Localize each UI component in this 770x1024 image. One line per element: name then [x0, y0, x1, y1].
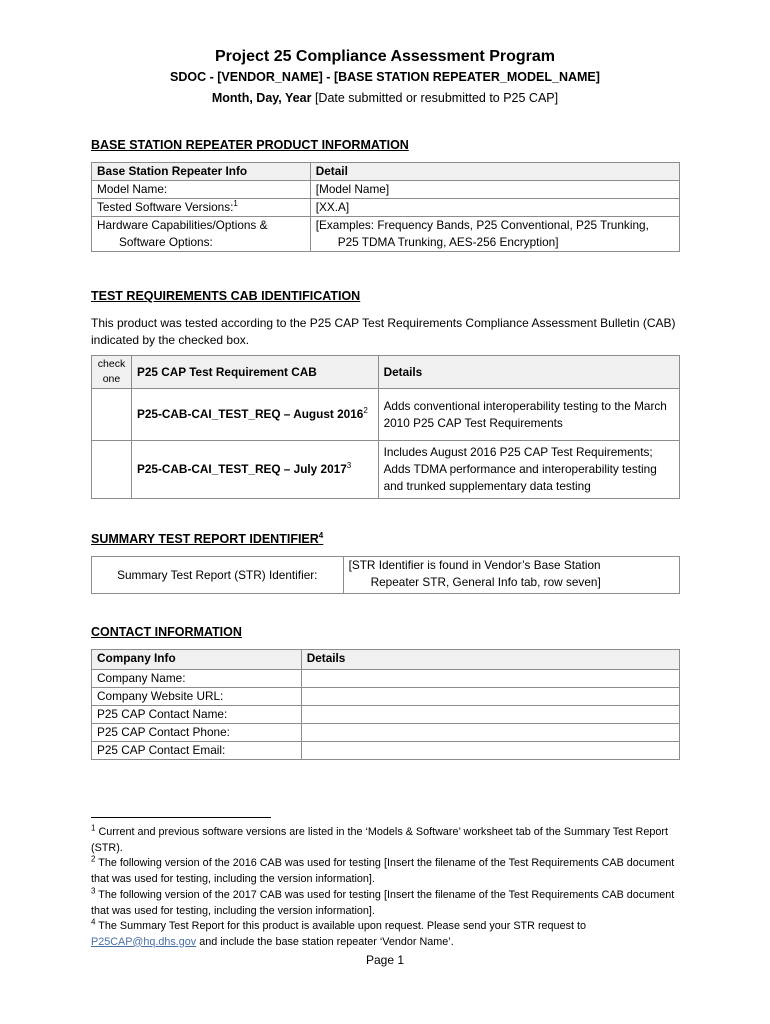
table-header-row [92, 650, 680, 670]
email-link[interactable]: P25CAP@hq.dhs.gov [91, 935, 197, 948]
section-heading-contact: CONTACT INFORMATION [91, 625, 242, 639]
contact-table [91, 649, 680, 760]
row-value[interactable]: [XX.A] [310, 199, 679, 217]
page-number: Page 1 [365, 953, 405, 967]
test-requirements-intro: This product was tested according to the P25 CAP Test Requirements Compliance Assessment Bulletin (CAB) indicated by the checked box. [91, 316, 676, 347]
footnote-ref: 3 [346, 461, 352, 471]
table-row [92, 181, 680, 199]
table-row [92, 724, 680, 742]
cab-name: P25-CAB-CAI_TEST_REQ – July 2017$^3$ [131, 441, 378, 499]
test-requirements-table [91, 355, 680, 499]
row-label: Company Website URL: [92, 688, 302, 706]
row-label: P25 CAP Contact Name: [92, 706, 302, 724]
page-subtitle: SDOC - [VENDOR_NAME] - [BASE STATION REPEATER_MODEL_NAME] [170, 70, 600, 84]
table-row [92, 688, 680, 706]
table-row [92, 389, 680, 441]
company-website-field[interactable] [301, 688, 679, 706]
cab-name: P25-CAB-CAI_TEST_REQ – August 2016$^2$ [131, 389, 378, 441]
date-label: Month, Day, Year [211, 91, 312, 105]
table-row [92, 742, 680, 760]
contact-name-field[interactable] [301, 706, 679, 724]
product-info-table [91, 162, 680, 252]
column-header: Details [301, 650, 679, 670]
cab-details: Adds conventional interoperability testing to the March 2010 P25 CAP Test Requirements [378, 389, 679, 441]
checkbox-cell-2016[interactable] [92, 389, 132, 441]
footnote-ref: 1 [233, 199, 238, 209]
table-header-row [92, 356, 680, 389]
date-note: [Date submitted or resubmitted to P25 CAP] [314, 91, 559, 105]
footnote-3: $^3$ The following version of the 2017 CAB was used for testing [Insert the filename of the Test Requirements CAB document that was used for testing, including the version information]. [91, 886, 675, 917]
section-heading-test-requirements: TEST REQUIREMENTS CAB IDENTIFICATION [91, 289, 361, 303]
date-line [0, 91, 770, 105]
summary-table [91, 556, 680, 594]
table-row [92, 441, 680, 499]
row-label: P25 CAP Contact Email: [92, 742, 302, 760]
row-value[interactable]: [Examples: Frequency Bands, P25 Conventional, P25 Trunking, P25 TDMA Trunking, AES-256 Encryption] [310, 217, 679, 252]
company-name-field[interactable] [301, 670, 679, 688]
table-row [92, 670, 680, 688]
contact-phone-field[interactable] [301, 724, 679, 742]
column-header: Base Station Repeater Info [92, 163, 311, 181]
column-header: Company Info [92, 650, 302, 670]
table-header-row [92, 163, 680, 181]
footnote-4: $^4$ The Summary Test Report for this product is available upon request. Please send your STR request to P25CAP@hq.dhs.gov and include the base station repeater ‘Vendor Name’. [91, 917, 586, 948]
table-row [92, 217, 680, 252]
cab-details: Includes August 2016 P25 CAP Test Requirements; Adds TDMA performance and interoperability testing and trunked supplementary data testing [378, 441, 679, 499]
column-header-check: check one [92, 356, 132, 389]
table-row [92, 706, 680, 724]
contact-email-field[interactable] [301, 742, 679, 760]
footnote-separator [91, 817, 271, 818]
row-label: Model Name: [92, 181, 311, 199]
footnote-2: $^2$ The following version of the 2016 CAB was used for testing [Insert the filename of the Test Requirements CAB document that was used for testing, including the version information]. [91, 854, 675, 885]
table-row [92, 557, 680, 594]
row-label: Tested Software Versions:$^1$ [92, 199, 311, 217]
column-header: Details [378, 356, 679, 389]
row-label: Hardware Capabilities/Options & Software Options: [92, 217, 311, 252]
footnote-ref: 2 [363, 406, 368, 416]
table-row [92, 199, 680, 217]
footnote-1: $^1$ Current and previous software versions are listed in the ‘Models & Software’ worksheet tab of the Summary Test Report (STR). [91, 823, 668, 854]
section-heading-summary: SUMMARY TEST REPORT IDENTIFIER$^4$ [91, 530, 324, 546]
checkbox-cell-2017[interactable] [92, 441, 132, 499]
row-value[interactable]: [Model Name] [310, 181, 679, 199]
footnote-ref: 4 [318, 530, 324, 540]
row-label: Company Name: [92, 670, 302, 688]
str-value[interactable]: [STR Identifier is found in Vendor’s Base Station Repeater STR, General Info tab, row seven] [343, 557, 679, 594]
column-header: P25 CAP Test Requirement CAB [131, 356, 378, 389]
column-header: Detail [310, 163, 679, 181]
section-heading-product-info: BASE STATION REPEATER PRODUCT INFORMATION [91, 138, 409, 152]
str-label: Summary Test Report (STR) Identifier: [92, 557, 344, 594]
page-title: Project 25 Compliance Assessment Program [215, 48, 555, 65]
row-label: P25 CAP Contact Phone: [92, 724, 302, 742]
